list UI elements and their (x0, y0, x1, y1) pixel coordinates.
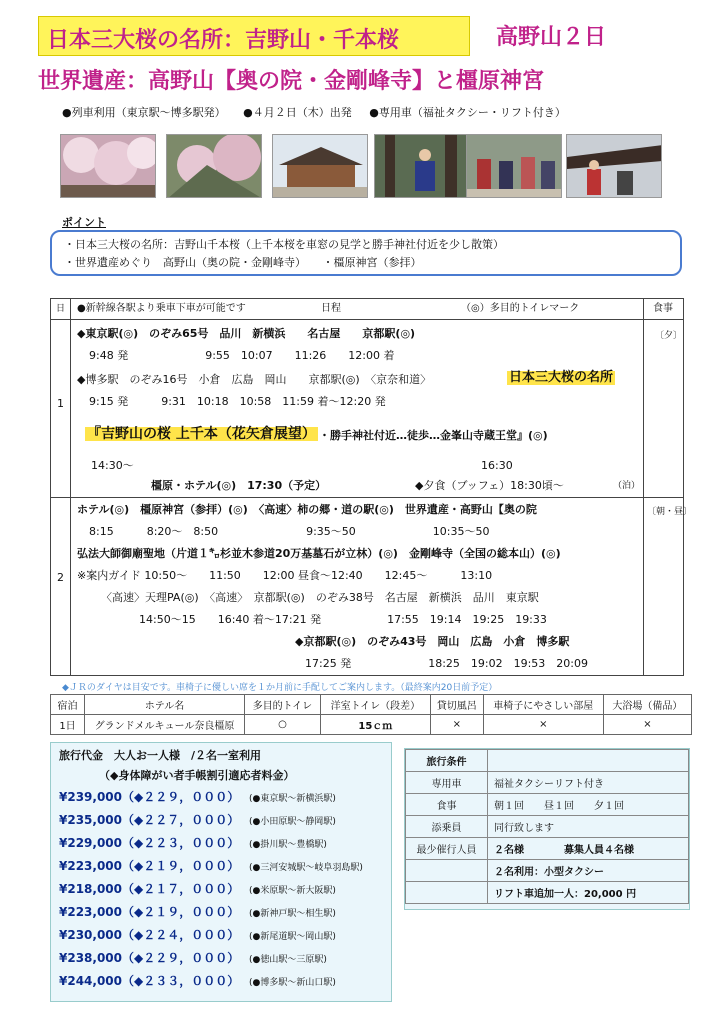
day2-line-7: ◆京都駅(◎) のぞみ43号 岡山 広島 小倉 博多駅 (295, 635, 570, 648)
price-amount: ¥238,000（◆２２９，０００） (59, 951, 240, 965)
main-title-right: 高野山２日 (496, 25, 607, 50)
price-row (59, 856, 383, 879)
day1-highlight-yoshino: 『吉野山の桜 上千本（花矢倉展望） (87, 426, 316, 442)
cond-key-vehicle: 専用車 (406, 772, 488, 794)
hotel-h-wheelchair-room: 車椅子にやさしい部屋 (483, 695, 603, 715)
day1-overnight: （泊） (613, 481, 641, 491)
photo-cherry-blossom-1 (60, 134, 156, 198)
price-route: (●博多駅～新山口駅) (249, 978, 336, 988)
condition-train: ●列車利用（東京駅～博多駅発） (62, 106, 226, 119)
price-route: (●小田原駅～静岡駅) (249, 817, 336, 827)
point-line-1: ・日本三大桜の名所：吉野山千本桜（上千本桜を車窓の見学と勝手神社付近を少し散策） (64, 238, 504, 251)
day2-line-1: ホテル(◎) 橿原神宮（参拝）(◎) 〈高速〉柿の郷・道の駅(◎) 世界遺産・高野山【奥の院 (77, 503, 537, 516)
hotel-table (50, 694, 692, 735)
point-label: ポイント (62, 216, 106, 229)
hotel-h-stay: 宿泊 (51, 695, 85, 715)
price-row (59, 971, 383, 994)
condition-vehicle: ●専用車（福祉タクシー・リフト付き） (369, 106, 566, 119)
hotel-c-stay: 1日 (51, 715, 85, 735)
price-route: (●米原駅～新大阪駅) (249, 886, 336, 896)
price-route: (●東京駅～新横浜駅) (249, 794, 336, 804)
sub-title: 世界遺産：高野山【奥の院・金剛峰寺】と橿原神宮 (38, 69, 545, 94)
cond-key-escort: 添乗員 (406, 816, 488, 838)
day1-line-6-right: 16:30 (481, 459, 513, 472)
hotel-h-name: ホテル名 (85, 695, 245, 715)
cond-val-vehicle: 福祉タクシーリフト付き (488, 772, 689, 794)
day2-line-5: 〈高速〉天理PA(◎) 〈高速〉 京都駅(◎) のぞみ38号 名古屋 新横浜 品川 東京駅 (101, 591, 539, 604)
price-row (59, 925, 383, 948)
main-title: 日本三大桜の名所：吉野山・千本桜 (38, 16, 470, 56)
hotel-c-toilet: ○ (245, 715, 321, 735)
hotel-table-header (51, 695, 692, 715)
day1-dinner: ◆夕食（ブッフェ）18:30頃～ (415, 479, 564, 492)
day1-number: 1 (57, 397, 64, 410)
cond-key-meal: 食事 (406, 794, 488, 816)
price-route: (●三河安城駅～岐阜羽島駅) (249, 863, 363, 873)
price-amount: ¥229,000（◆２２３，０００） (59, 836, 240, 850)
header-note: ●新幹線各駅より乗車下車が可能です (77, 303, 246, 314)
price-amount: ¥218,000（◆２１７，０００） (59, 882, 240, 896)
price-row (59, 810, 383, 833)
day1-line-4: 9:15 発 9:31 10:18 10:58 11:59 着～12:20 発 (89, 395, 386, 408)
cond-val-escort: 同行致します (488, 816, 689, 838)
price-row (59, 879, 383, 902)
photo-cherry-blossom-2 (166, 134, 262, 198)
point-line-2: ・世界遺産めぐり 高野山（奥の院・金剛峰寺） ・橿原神宮（参拝） (64, 256, 422, 269)
price-amount: ¥223,000（◆２１９，０００） (59, 859, 240, 873)
hotel-table-row (51, 715, 692, 735)
day1-line-2: 9:48 発 9:55 10:07 11:26 12:00 着 (89, 349, 395, 362)
day2-meal: 〔朝・昼〕 (647, 507, 693, 517)
day1-line-1: ◆東京駅(◎) のぞみ65号 品川 新横浜 名古屋 京都駅(◎) (77, 327, 416, 340)
day1-highlight-sakura: 日本三大桜の名所 (509, 370, 614, 385)
hotel-h-large-bath: 大浴場（備品） (603, 695, 691, 715)
price-amount: ¥235,000（◆２２７，０００） (59, 813, 240, 827)
hotel-c-wheelchair-room: × (483, 715, 603, 735)
price-subtitle: （◆身体障がい者手帳割引適応者料金） (99, 769, 295, 782)
price-route: (●新尾道駅～岡山駅) (249, 932, 336, 942)
hotel-c-western-toilet: 15ｃｍ (320, 715, 430, 735)
cond-val-min: ２名様 募集人員４名様 (488, 838, 689, 860)
price-amount: ¥239,000（◆２２９，０００） (59, 790, 240, 804)
header-day: 日 (56, 304, 66, 314)
photo-forest-path-wheelchair (374, 134, 470, 198)
header-toilet: （◎）多目的トイレマーク (461, 303, 580, 314)
day1-line-7: 橿原・ホテル(◎) 17:30（予定） (151, 479, 327, 492)
day1-line-6: 14:30～ (91, 459, 134, 472)
price-route: (●徳山駅～三原駅) (249, 955, 327, 965)
price-amount: ¥230,000（◆２２４，０００） (59, 928, 240, 942)
day1-meal: 〔夕〕 (655, 331, 683, 341)
condition-date: ●４月２日（木）出発 (243, 106, 352, 119)
hotel-c-name: グランドメルキュール奈良橿原 (85, 715, 245, 735)
price-list (59, 787, 383, 994)
day2-line-4: ※案内ガイド 10:50～ 11:50 12:00 昼食～12:40 12:45～ 13:10 (77, 569, 493, 582)
header-title: 日程 (321, 303, 341, 314)
cond-val-meal: 朝１回 昼１回 夕１回 (488, 794, 689, 816)
jr-note: ◆ＪＲのダイヤは目安です。車椅子に優しい席を１か月前に手配してご案内します。（最終案内20日前予定） (62, 683, 498, 693)
schedule-table (50, 298, 693, 676)
price-row (59, 902, 383, 925)
cond-key-min: 最少催行人員 (406, 838, 488, 860)
price-row (59, 833, 383, 856)
price-amount: ¥244,000（◆２３３，０００） (59, 974, 240, 988)
photo-group-tour (466, 134, 562, 198)
price-title: 旅行代金 大人お一人様 /２名一室利用 (59, 749, 262, 762)
day2-line-3: 弘法大師御廟聖地（片道１㌔杉並木参道20万基墓石が立林）(◎) 金剛峰寺（全国の総本山）(◎) (77, 547, 561, 560)
price-route: (●掛川駅～豊橋駅) (249, 840, 327, 850)
tour-conditions (62, 104, 580, 120)
day1-line-5: ・勝手神社付近…徒歩…金峯山寺蔵王堂』(◎) (319, 429, 548, 442)
day2-line-8: 17:25 発 18:25 19:02 19:53 20:09 (305, 657, 588, 670)
day1-line-3: ◆博多駅 のぞみ16号 小倉 広島 岡山 京都駅(◎) 〈京奈和道〉 (77, 373, 432, 386)
day2-line-6: 14:50～15 16:40 着～17:21 発 17:55 19:14 19:25 19:33 (139, 613, 547, 626)
day2-number: 2 (57, 571, 64, 584)
price-row (59, 787, 383, 810)
photo-temple-building (272, 134, 368, 198)
hotel-h-private-bath: 貸切風呂 (430, 695, 483, 715)
conditions-title: 旅行条件 (406, 750, 488, 772)
price-box (50, 742, 392, 1002)
travel-conditions-box (404, 748, 690, 910)
hotel-h-western-toilet: 洋室トイレ（段差） (320, 695, 430, 715)
price-route: (●新神戸駅～相生駅) (249, 909, 336, 919)
hotel-h-toilet: 多目的トイレ (245, 695, 321, 715)
photo-temple-visitors (566, 134, 662, 198)
hotel-c-large-bath: × (603, 715, 691, 735)
day2-line-2: 8:15 8:20～ 8:50 9:35～50 10:35～50 (89, 525, 490, 538)
price-row (59, 948, 383, 971)
point-box (50, 230, 682, 276)
hotel-c-private-bath: × (430, 715, 483, 735)
price-amount: ¥223,000（◆２１９，０００） (59, 905, 240, 919)
cond-extra-lift: リフト車追加一人：20,000 円 (488, 882, 689, 904)
cond-extra-taxi: ２名利用：小型タクシー (488, 860, 689, 882)
header-meal: 食事 (653, 303, 673, 314)
